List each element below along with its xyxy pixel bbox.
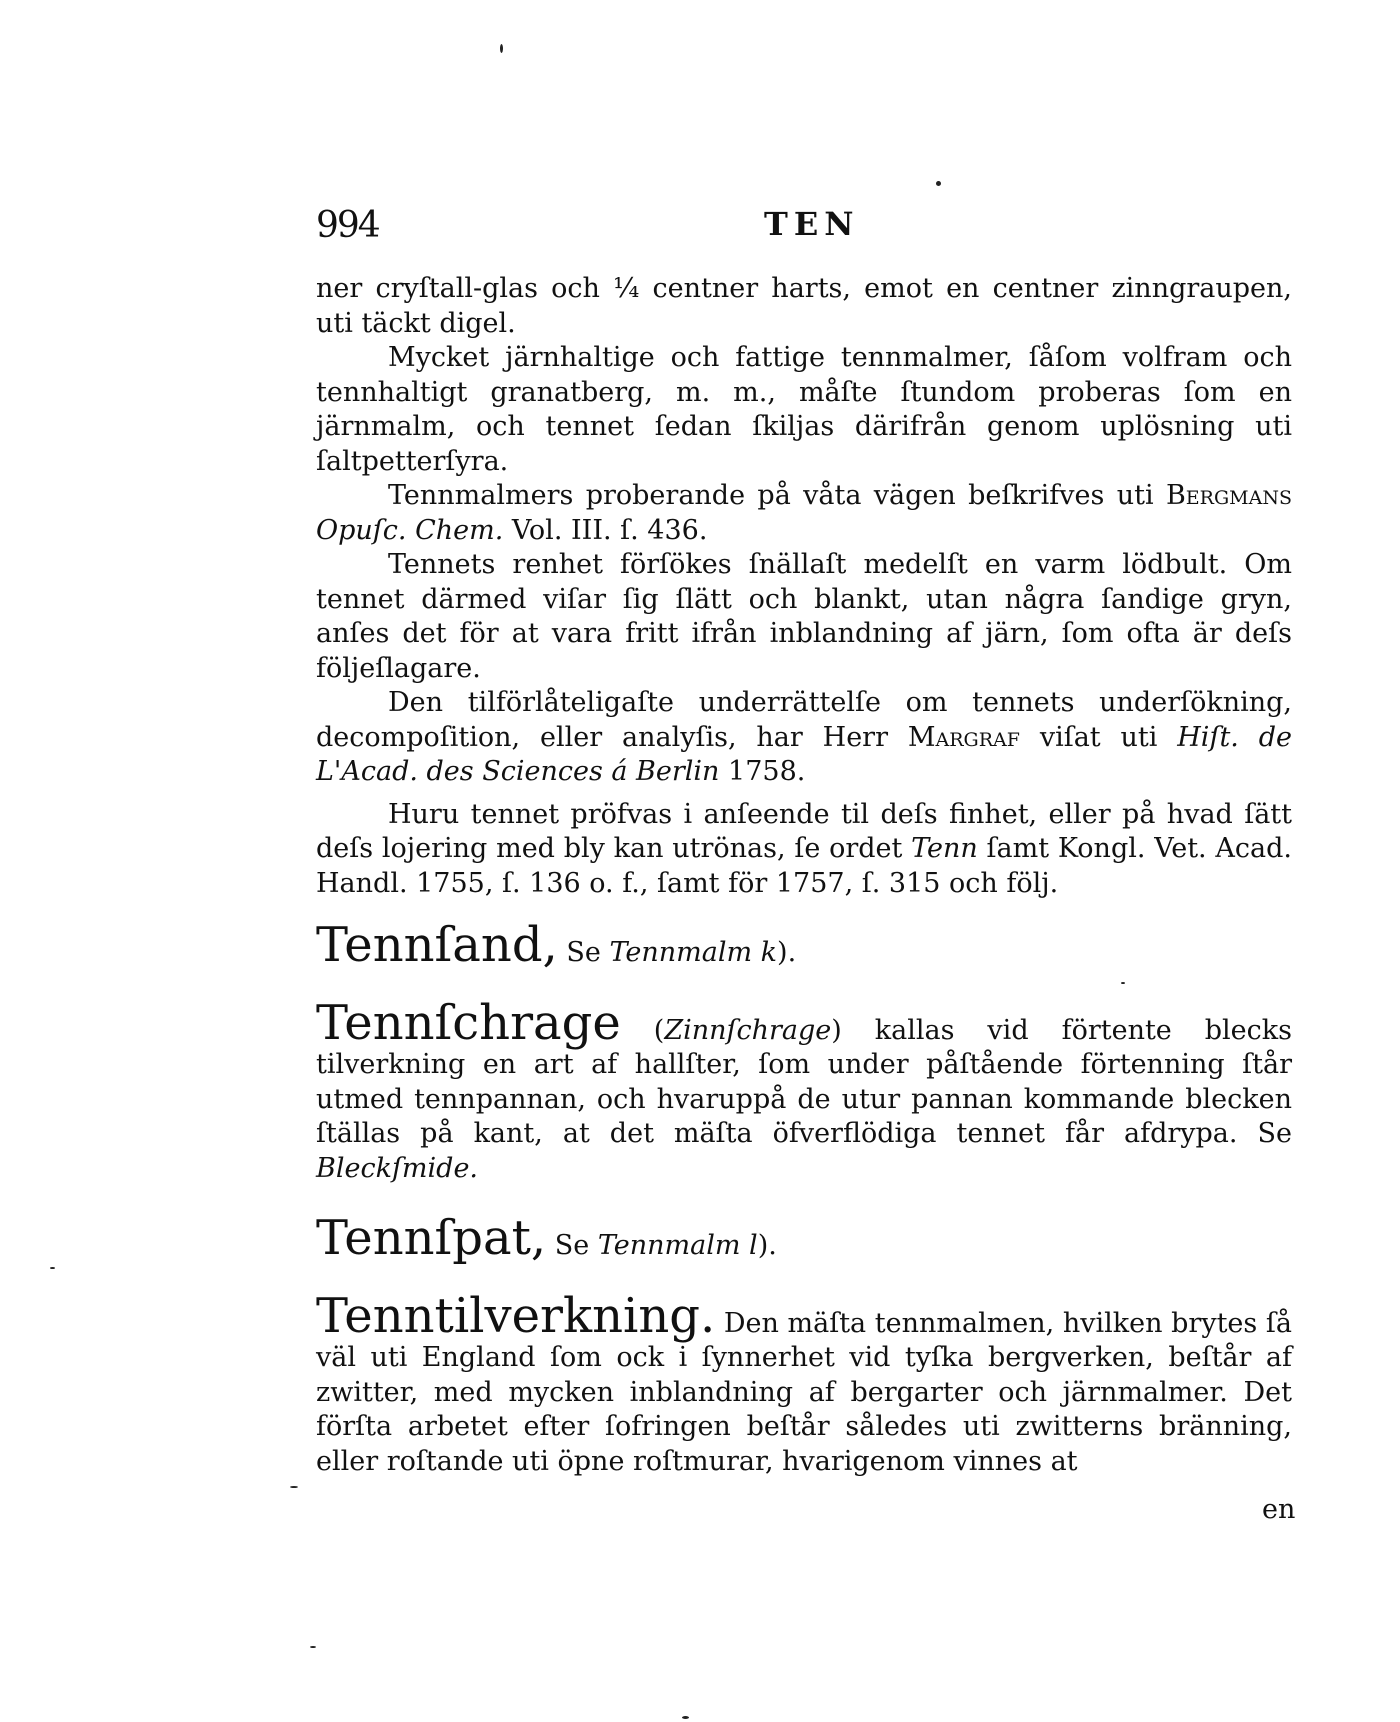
entry-punctuation: ). xyxy=(777,937,797,968)
entry-headword: Tennſchrage xyxy=(316,994,621,1051)
paragraph-text: 1758. xyxy=(728,756,806,787)
cross-reference: Tenn xyxy=(911,833,978,864)
scan-speck xyxy=(310,1646,316,1648)
cross-reference: Bleckſmide. xyxy=(316,1152,479,1184)
work-title: Opuſc. Chem. xyxy=(316,514,504,546)
author-name: Margraf xyxy=(907,721,1020,753)
entry-tennschrage xyxy=(316,994,1292,1187)
paragraph-continuation: ner cryſtall-glas och ¼ centner harts, emot en centner zinngraupen, uti täckt digel. xyxy=(316,273,1292,339)
page-number: 994 xyxy=(316,205,379,246)
scan-speck xyxy=(1121,982,1125,984)
paragraph-text: Huru tennet pröfvas i anſeende til deſs finhet, eller på hvad ſätt deſs lojering med bly kan utrönas, ſe ordet xyxy=(316,798,1292,864)
see-label: Se xyxy=(554,1230,590,1261)
entry-headword: Tennſpat, xyxy=(316,1210,547,1266)
scan-speck xyxy=(290,1486,298,1488)
entry-definition: ) kallas vid förtente blecks tilverkning en art af hallſter, ſom under påſtående förtenning ſtår utmed tennpannan, och hvaruppå de utur pannan kommande blecken ſtällas på kant, at det mäſta öfverflödiga tennet får afdrypa. xyxy=(316,1014,1292,1149)
running-head: TEN xyxy=(764,205,860,243)
paragraph-text: Tennmalmers proberande på våta vägen beſkrifves uti xyxy=(388,480,1154,511)
paragraph-text: viſat uti xyxy=(1039,721,1158,753)
see-label: Se xyxy=(566,937,601,968)
author-name: Bergmans xyxy=(1165,480,1292,511)
entry-tennspat xyxy=(316,1210,1292,1266)
entry-definition: Den mäſta tennmalmen, hvilken brytes ſå väl uti England ſom ock i ſynnerhet vid tyſka bergverken, beſtår af zwitter, med mycken inblandning af bergarter och järnmalmer. Det förſta arbetet efter ſofringen beſtår således uti zwitterns bränning, eller roſtande uti öpne roſtmurar, hvarigenom vinnes at xyxy=(316,1307,1292,1477)
german-term: Zinnſchrage xyxy=(664,1014,832,1046)
paragraph-wet-assay xyxy=(316,479,1292,548)
scan-speck xyxy=(682,1716,689,1719)
scan-speck xyxy=(50,1267,55,1269)
paragraph-iron-rich-ores: Mycket järnhaltige och fattige tennmalmer, ſåſom volfram och tennhaltigt granatberg, m. m., måſte ſtundom proberas ſom en järnmalm, och tennet ſedan ſkiljas därifrån genom uplösning uti ſaltpetterſyra. xyxy=(316,342,1292,477)
scan-speck xyxy=(936,181,941,186)
paragraph-analysis xyxy=(316,686,1292,790)
see-label: Se xyxy=(1257,1118,1292,1149)
body-text xyxy=(316,272,1292,1479)
entry-punctuation: ). xyxy=(757,1230,777,1261)
paragraph-fineness xyxy=(316,798,1292,902)
paragraph-text: ſamt Kongl. Vet. Acad. Handl. 1755, ſ. 136 o. f., ſamt för 1757, ſ. 315 och följ. xyxy=(316,833,1292,899)
cross-reference: Tennmalm l xyxy=(597,1230,758,1261)
entry-tennsand xyxy=(316,917,1292,973)
paragraph-tin-purity: Tennets renhet förſökes ſnällaſt medelſt en varm lödbult. Om tennet därmed viſar ſig ſlätt och blankt, utan några ſandige gryn, anſes det för at vara fritt ifrån inblandning af järn, ſom ofta är deſs följeſlagare. xyxy=(316,549,1292,684)
entry-tenntilverkning xyxy=(316,1287,1292,1480)
entry-headword: Tenntilverkning. xyxy=(316,1287,716,1344)
paragraph-text: Vol. III. ſ. 436. xyxy=(511,514,708,546)
paragraph-text: Den tilförlåteligaſte underrättelſe om tennets underſökning, decompoſition, eller analyſis, har Herr xyxy=(316,687,1292,753)
work-title: Hiſt. de L'Acad. des Sciences á Berlin xyxy=(316,721,1293,787)
page-header xyxy=(316,205,1292,255)
scan-speck xyxy=(500,44,503,53)
entry-punctuation: ( xyxy=(653,1014,665,1046)
cross-reference: Tennmalm k xyxy=(609,937,778,968)
catchword: en xyxy=(1262,1494,1296,1525)
entry-headword: Tennſand, xyxy=(316,917,558,973)
